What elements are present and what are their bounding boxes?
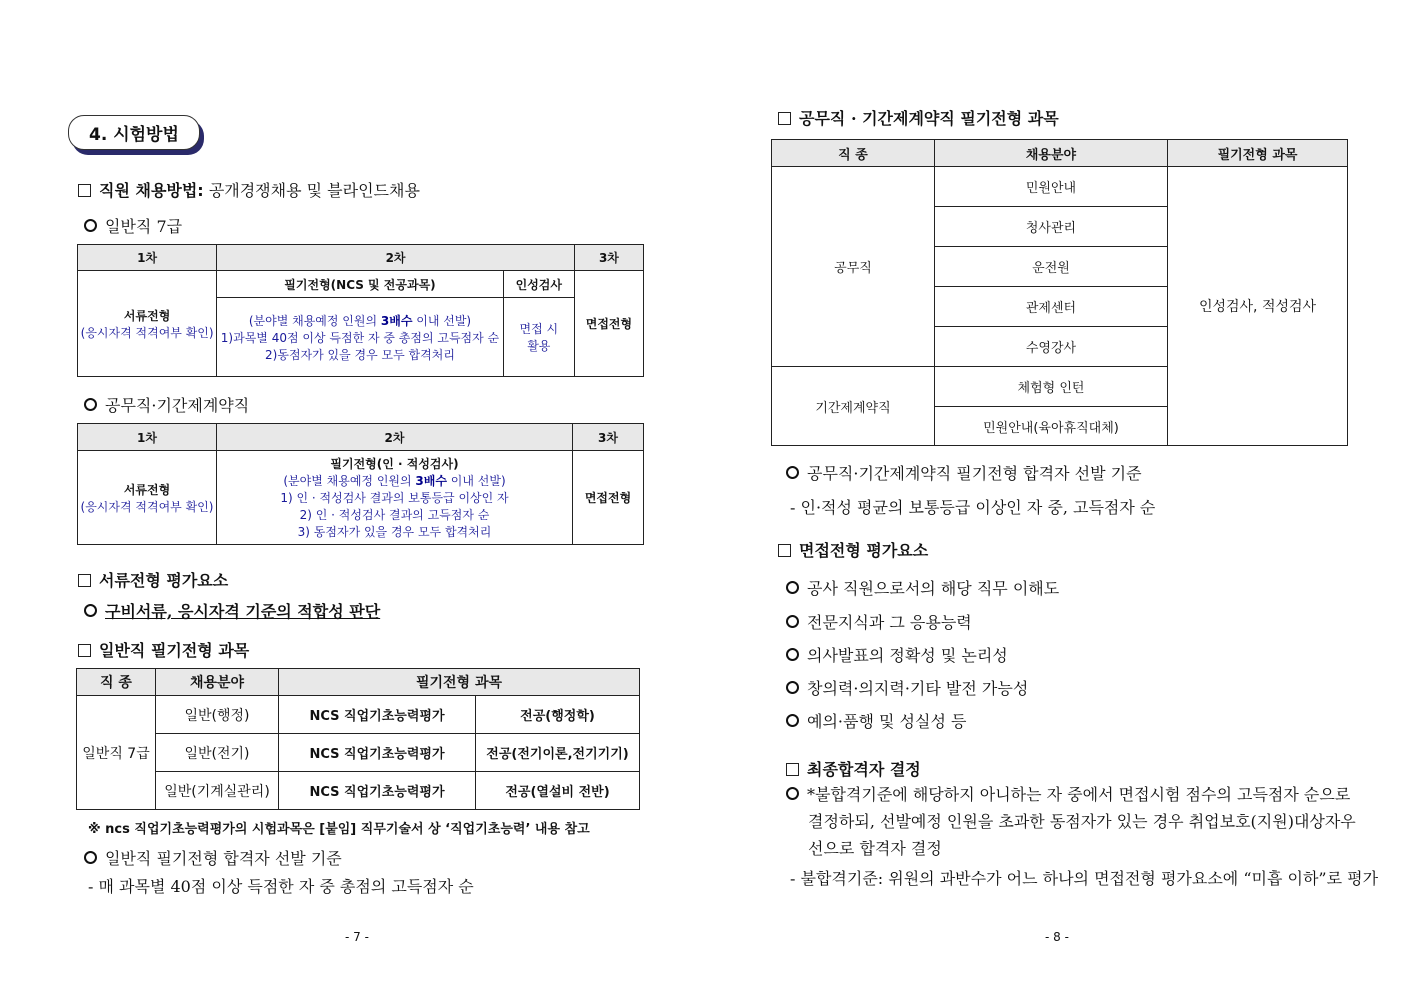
th-stage3: 3차 <box>573 424 644 451</box>
interview-eval-item: 의사발표의 정확성 및 논리성 <box>786 643 1008 666</box>
field-cell: 민원안내 <box>935 167 1168 207</box>
major-cell: 전공(행정학) <box>476 696 640 734</box>
th-subject: 필기전형 과목 <box>1168 140 1348 167</box>
interview-cell: 면접전형 <box>573 451 644 545</box>
th-rank: 직 종 <box>77 669 156 696</box>
heading-final-decision: 최종합격자 결정 <box>786 757 921 780</box>
major-cell: 전공(전기이론,전기기기) <box>476 734 640 772</box>
ncs-cell: NCS 직업기초능력평가 <box>279 696 476 734</box>
heading-general7: 일반직 7급 <box>84 214 182 237</box>
written-aptitude-cell: 필기전형(인 · 적성검사) (분야별 채용예정 인원의 3배수 이내 선발) 1) 인 · 적성검사 결과의 보통등급 이상인 자 2) 인 · 적성검사 결과의 고득점자 순 3) 동점자가 있을 경우 모두 합격처리 <box>217 451 573 545</box>
circle-bullet-icon <box>786 581 799 594</box>
circle-bullet-icon <box>84 851 97 864</box>
circle-bullet-icon <box>786 615 799 628</box>
written-detail-cell: (분야별 채용예정 인원의 3배수 이내 선발) 1)과목별 40점 이상 득점한 자 중 총점의 고득점자 순 2)동점자가 있을 경우 모두 합격처리 <box>217 298 504 377</box>
public-criteria-title: 공무직·기간제계약직 필기전형 합격자 선발 기준 <box>786 461 1142 484</box>
interview-eval-item: 창의력·의지력·기타 발전 가능성 <box>786 676 1028 699</box>
field-cell: 일반(전기) <box>156 734 279 772</box>
rank-cell: 일반직 7급 <box>77 696 156 810</box>
square-bullet-icon <box>78 574 91 587</box>
heading-public-subjects: 공무직 · 기간제계약직 필기전형 과목 <box>778 106 1059 129</box>
field-cell: 청사관리 <box>935 207 1168 247</box>
doc-screening-cell: 서류전형 (응시자격 적격여부 확인) <box>78 271 217 377</box>
square-bullet-icon <box>778 112 791 125</box>
circle-bullet-icon <box>786 466 799 479</box>
public-subjects-table <box>771 139 1348 446</box>
general7-process-table <box>77 244 644 377</box>
interview-eval-item: 공사 직원으로서의 해당 직무 이해도 <box>786 576 1059 599</box>
th-rank: 직 종 <box>772 140 935 167</box>
general-criteria-detail: - 매 과목별 40점 이상 득점한 자 중 총점의 고득점자 순 <box>88 877 474 896</box>
heading-public-contract: 공무직·기간제계약직 <box>84 393 249 416</box>
circle-bullet-icon <box>786 648 799 661</box>
final-decision-line3: 선으로 합격자 결정 <box>808 839 942 858</box>
page-number-right: - 8 - <box>1045 930 1069 944</box>
page-number-left: - 7 - <box>345 930 369 944</box>
ncs-note: ※ ncs 직업기초능력평가의 시험과목은 [붙임] 직무기술서 상 ‘직업기초능력’ 내용 참고 <box>88 822 590 837</box>
subject-cell: 인성검사, 적성검사 <box>1168 167 1348 446</box>
field-cell: 수영강사 <box>935 327 1168 367</box>
field-cell: 관제센터 <box>935 287 1168 327</box>
field-cell: 일반(행정) <box>156 696 279 734</box>
heading-hiring-method: 직원 채용방법: 공개경쟁채용 및 블라인드채용 <box>78 178 420 201</box>
th-stage1: 1차 <box>78 424 217 451</box>
heading-doc-eval: 서류전형 평가요소 <box>78 568 228 591</box>
square-bullet-icon <box>778 544 791 557</box>
th-field: 채용분야 <box>935 140 1168 167</box>
section-title: 4. 시험방법 <box>68 115 200 150</box>
rank-contract-cell: 기간제계약직 <box>772 367 935 446</box>
final-decision-line2: 결정하되, 선발예정 인원을 초과한 동점자가 있는 경우 취업보호(지원)대상자우 <box>808 812 1356 831</box>
square-bullet-icon <box>786 763 799 776</box>
field-cell: 일반(기계실관리) <box>156 772 279 810</box>
general-subjects-table <box>76 668 640 810</box>
circle-bullet-icon <box>786 787 799 800</box>
th-stage3: 3차 <box>574 245 643 271</box>
th-field: 채용분야 <box>156 669 279 696</box>
heading-general-written: 일반직 필기전형 과목 <box>78 638 249 661</box>
field-cell: 운전원 <box>935 247 1168 287</box>
circle-bullet-icon <box>84 604 97 617</box>
field-cell: 체험형 인턴 <box>935 367 1168 407</box>
rank-public-cell: 공무직 <box>772 167 935 367</box>
square-bullet-icon <box>78 644 91 657</box>
th-stage1: 1차 <box>78 245 217 271</box>
personality-head-cell: 인성검사 <box>503 271 574 298</box>
circle-bullet-icon <box>786 714 799 727</box>
public-criteria-detail: - 인·적성 평균의 보통등급 이상인 자 중, 고득점자 순 <box>790 498 1156 517</box>
personality-detail-cell: 면접 시 활용 <box>503 298 574 377</box>
th-stage2: 2차 <box>217 245 575 271</box>
heading-interview-eval: 면접전형 평가요소 <box>778 538 928 561</box>
th-subject: 필기전형 과목 <box>279 669 640 696</box>
major-cell: 전공(열설비 전반) <box>476 772 640 810</box>
doc-eval-item: 구비서류, 응시자격 기준의 적합성 판단 <box>84 599 380 622</box>
ncs-cell: NCS 직업기초능력평가 <box>279 734 476 772</box>
field-cell: 민원안내(육아휴직대체) <box>935 407 1168 446</box>
doc-screening-cell: 서류전형 (응시자격 적격여부 확인) <box>78 451 217 545</box>
written-head-cell: 필기전형(NCS 및 전공과목) <box>217 271 504 298</box>
th-stage2: 2차 <box>217 424 573 451</box>
public-process-table <box>77 423 644 545</box>
circle-bullet-icon <box>84 398 97 411</box>
interview-eval-item: 전문지식과 그 응용능력 <box>786 610 972 633</box>
square-bullet-icon <box>78 184 91 197</box>
final-decision-line1: *불합격기준에 해당하지 아니하는 자 중에서 면접시험 점수의 고득점자 순으로 <box>786 782 1350 805</box>
general-criteria-title: 일반직 필기전형 합격자 선발 기준 <box>84 846 342 869</box>
ncs-cell: NCS 직업기초능력평가 <box>279 772 476 810</box>
interview-eval-item: 예의·품행 및 성실성 등 <box>786 709 966 732</box>
circle-bullet-icon <box>786 681 799 694</box>
interview-cell: 면접전형 <box>574 271 643 377</box>
fail-criteria: - 불합격기준: 위원의 과반수가 어느 하나의 면접전형 평가요소에 “미흡 이하”로 평가 <box>790 869 1379 888</box>
circle-bullet-icon <box>84 219 97 232</box>
